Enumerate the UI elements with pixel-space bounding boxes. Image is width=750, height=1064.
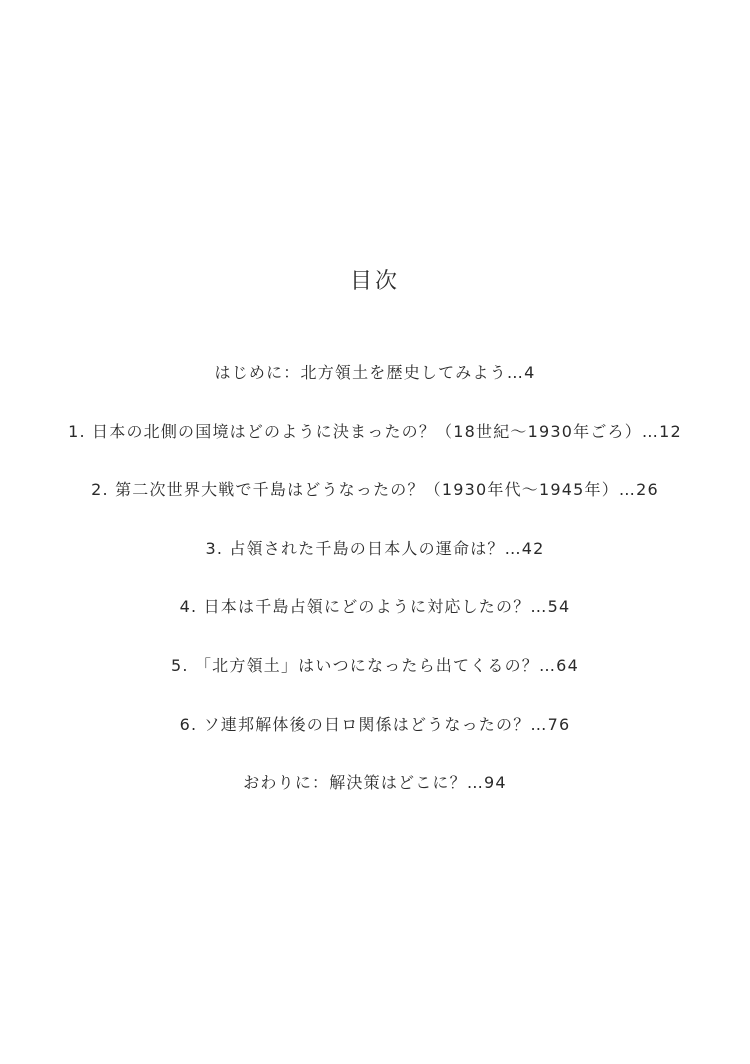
toc-entry-introduction[interactable]: はじめに：北方領土を歴史してみよう…4 [214, 363, 536, 382]
toc-entry-conclusion[interactable]: おわりに：解決策はどこに？…94 [243, 773, 507, 793]
page-title: 目次 [349, 269, 400, 294]
toc-entry-chapter-1[interactable]: 1. 日本の北側の国境はどのように決まったの？（18世紀〜1930年ごろ）…12 [68, 421, 682, 441]
toc-entry-chapter-2[interactable]: 2. 第二次世界大戦で千島はどうなったの？（1930年代〜1945年）…26 [91, 480, 659, 500]
toc-entry-chapter-4[interactable]: 4. 日本は千島占領にどのように対応したの？…54 [179, 597, 571, 617]
toc-entry-chapter-5[interactable]: 5. 「北方領土」はいつになったら出てくるの？…64 [171, 655, 579, 675]
toc-entry-chapter-3[interactable]: 3. 占領された千島の日本人の運命は？…42 [205, 538, 545, 558]
table-of-contents [0, 360, 750, 829]
toc-entry-chapter-6[interactable]: 6. ソ連邦解体後の日ロ関係はどうなったの？…76 [179, 714, 571, 734]
